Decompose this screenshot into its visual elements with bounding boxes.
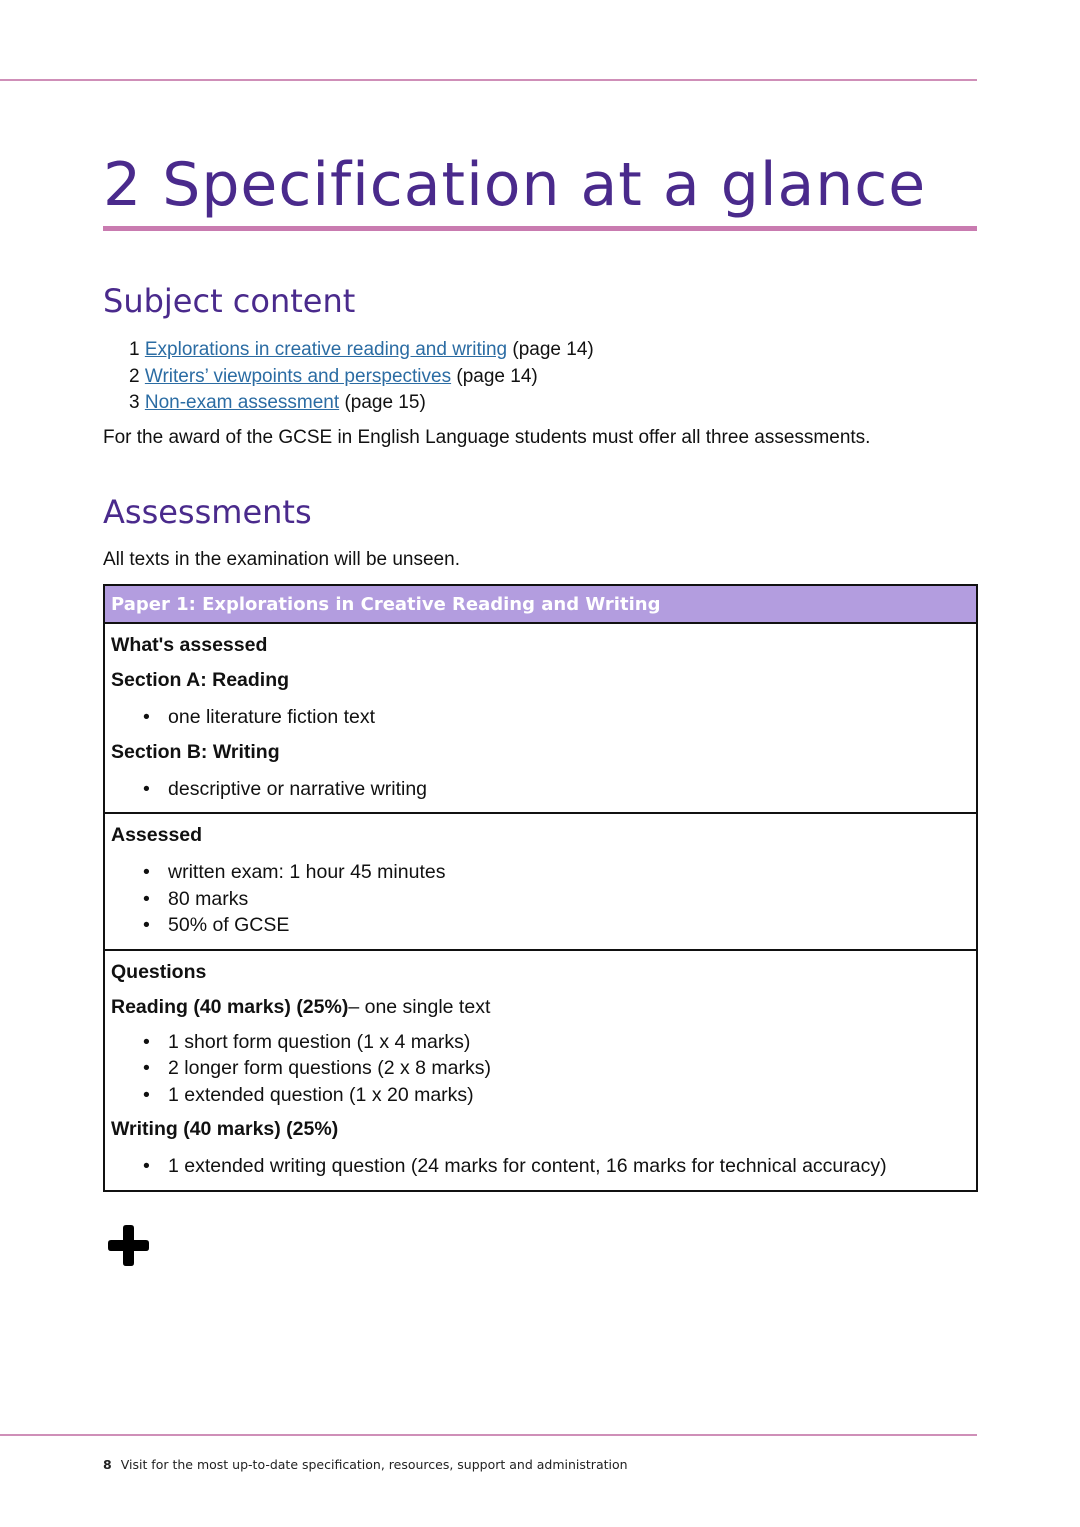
content-item: 1 Explorations in creative reading and writing (page 14) <box>129 339 594 360</box>
footer-text: Visit for the most up-to-date specification, resources, support and administration <box>120 1457 628 1472</box>
page-title: 2 Specification at a glance <box>103 150 927 220</box>
questions-cell: Questions Reading (40 marks) (25%)– one single text • 1 short form question (1 x 4 marks) • 2 longer form questions (2 x 8 marks) • 1 extended question (1 x 20 marks) Writing (40 marks) (25%) • 1 extended writing question (24 marks for content, 16 marks for technical accuracy) <box>104 950 977 1191</box>
content-link[interactable]: Writers’ viewpoints and perspectives <box>144 365 452 387</box>
whats-assessed-cell: What's assessed Section A: Reading • one literature fiction text Section B: Writing • descriptive or narrative writing <box>104 623 977 813</box>
subject-content-list <box>129 337 594 417</box>
content-link[interactable]: Explorations in creative reading and writing <box>144 339 508 360</box>
award-note: For the award of the GCSE in English Language students must offer all three assessments. <box>103 427 871 448</box>
paper1-table <box>103 584 978 1192</box>
assessed-cell: Assessed • written exam: 1 hour 45 minutes • 80 marks • 50% of GCSE <box>104 813 977 950</box>
content-item: 3 Non-exam assessment (page 15) <box>129 392 426 413</box>
footer-rule <box>0 1434 977 1436</box>
plus-icon <box>108 1225 149 1266</box>
subject-content-heading: Subject content <box>103 282 356 320</box>
content-link[interactable]: Non-exam assessment <box>144 392 340 413</box>
header-rule <box>0 79 977 81</box>
page-number: 8 <box>103 1457 112 1472</box>
unseen-note: All texts in the examination will be unseen. <box>103 549 460 570</box>
table-header: Paper 1: Explorations in Creative Reading and Writing <box>104 585 977 623</box>
assessments-heading: Assessments <box>103 493 312 531</box>
footer <box>103 1457 628 1472</box>
content-item: 2 Writers’ viewpoints and perspectives (page 14) <box>129 365 538 387</box>
title-underline <box>103 226 977 231</box>
